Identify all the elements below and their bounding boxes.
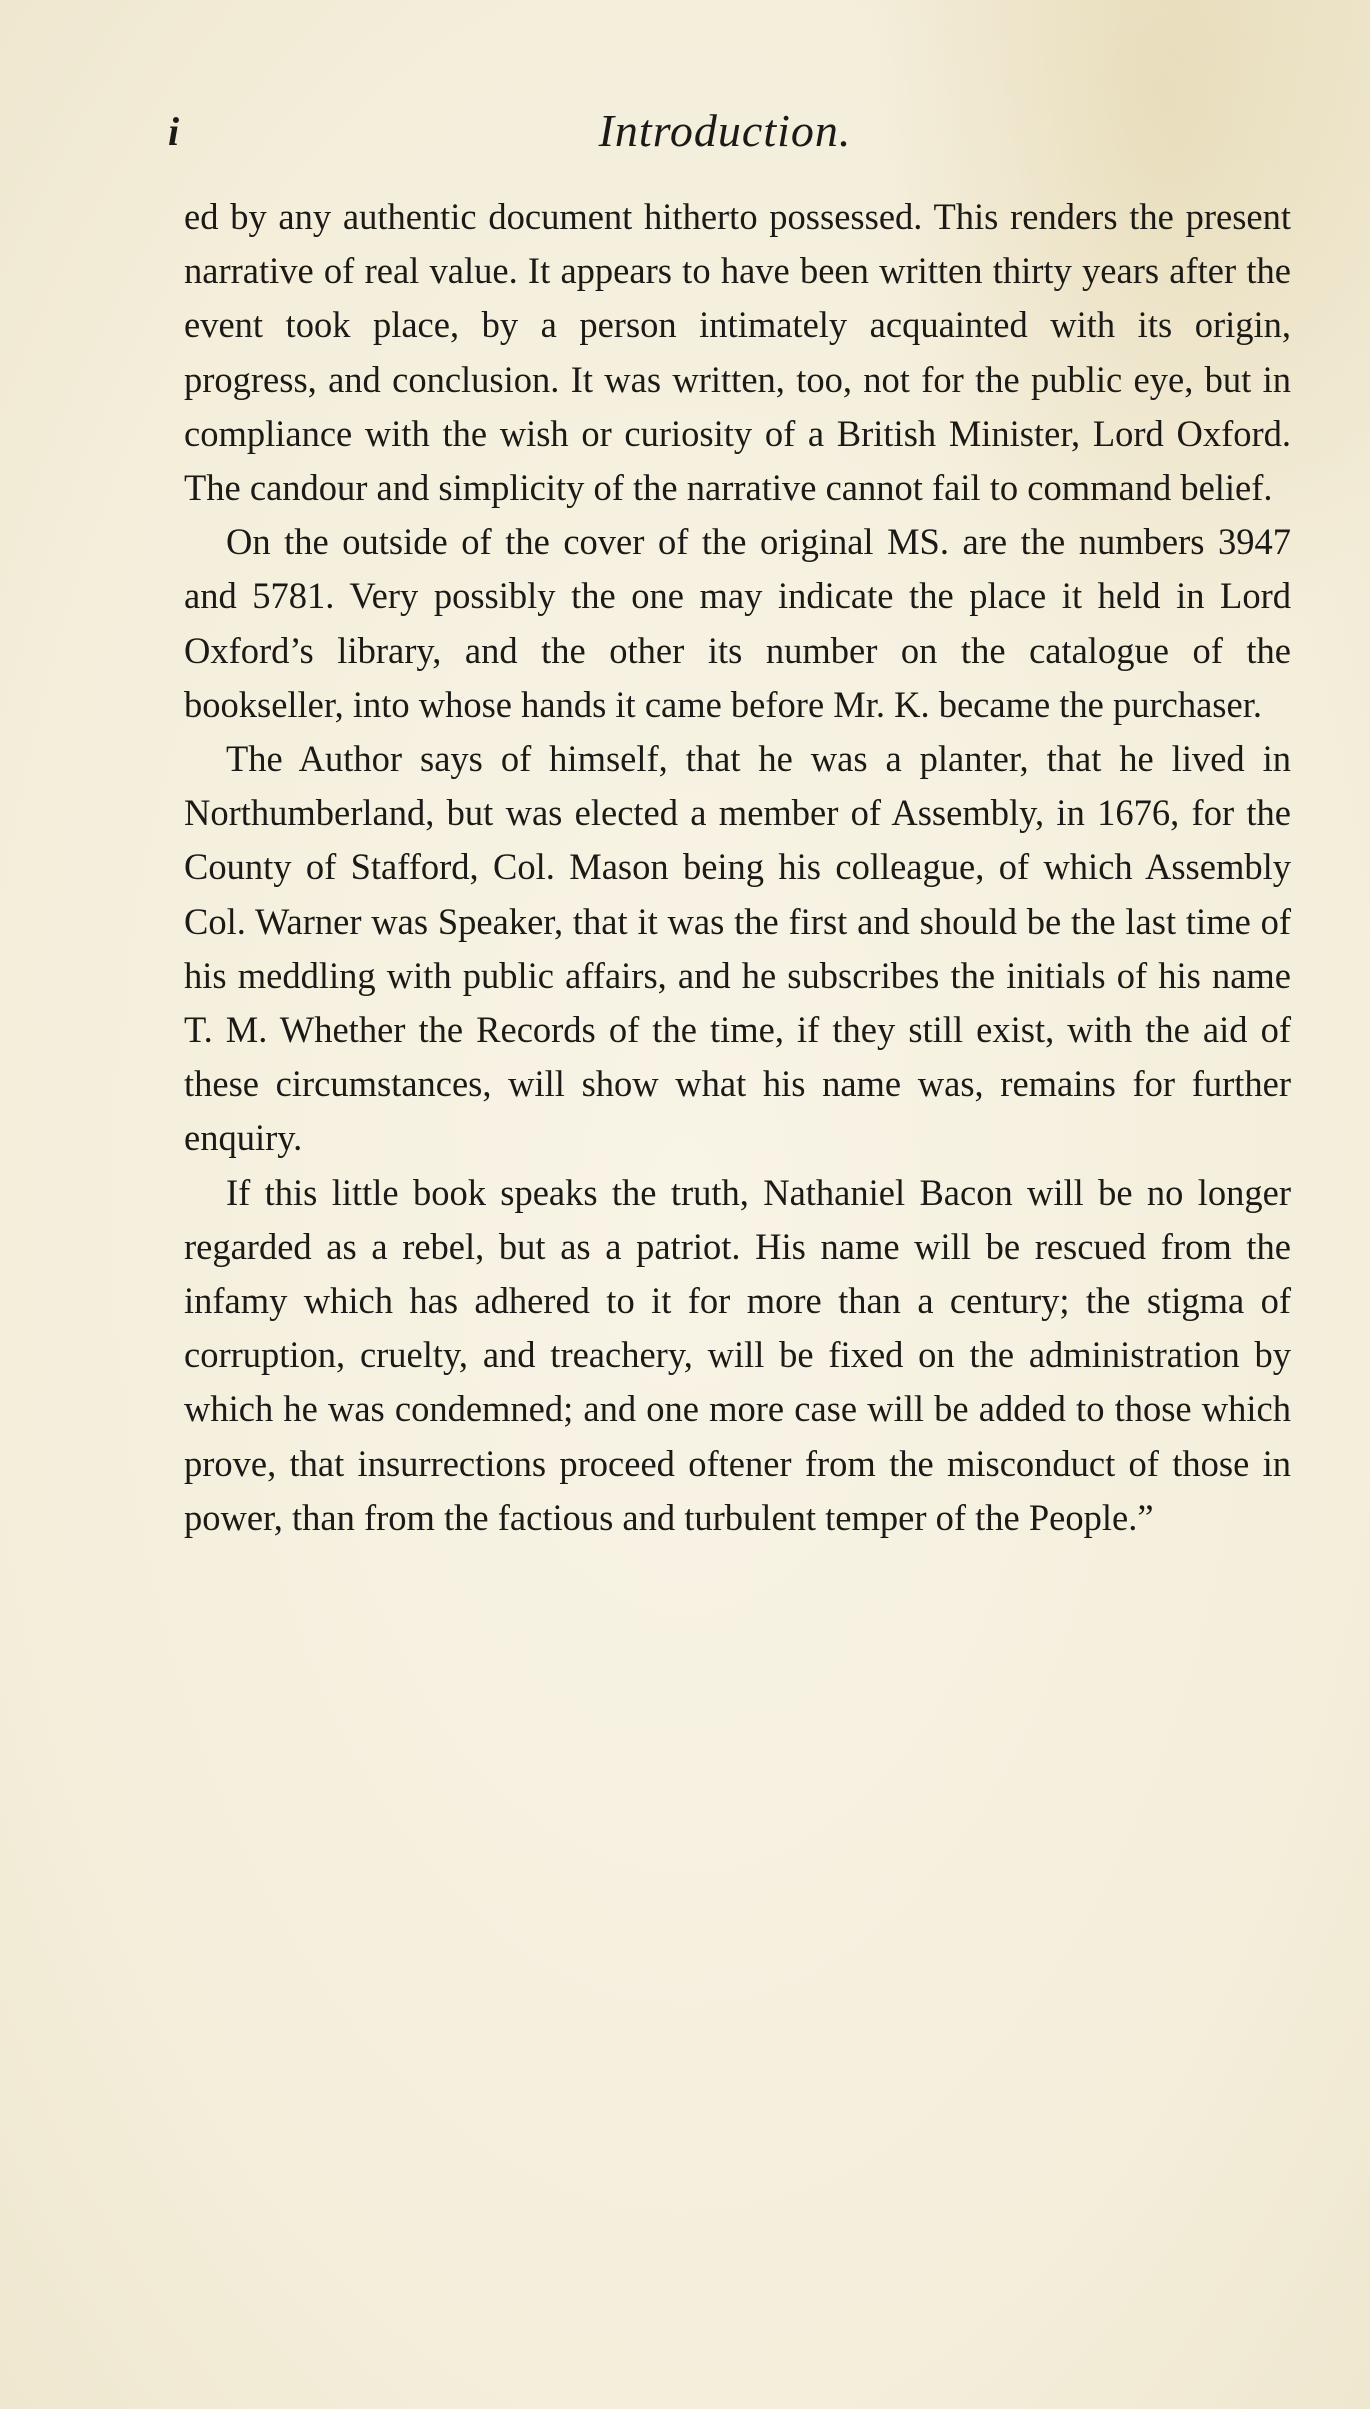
paragraph-1: ed by any authentic document hitherto possessed. This renders the present narrative of real value. It appears to have been written thirty years after the event took place, by a person intimately acquainted with its origin, progress, and conclusion. It was written, too, not for the public eye, but in compliance with the wish or curiosity of a British Minister, Lord Oxford. The candour and simplicity of the narrative cannot fail to command belief. [184, 196, 1291, 509]
paragraph-3: The Author says of himself, that he was a planter, that he lived in Northumberland, but was elected a member of Assembly, in 1676, for the County of Stafford, Col. Mason being his colleague, of which Assembly Col. Warner was Speaker, that it was the first and should be the last time of his meddling with public affairs, and he subscribes the initials of his name T. M. Whether the Records of the time, if they still exist, with the aid of these circumstances, will show what his name was, remains for further enquiry. [184, 738, 1291, 1159]
body-text [184, 190, 1291, 1545]
running-head [0, 104, 1370, 157]
running-head-title: Introduction. [598, 105, 852, 156]
page-number: i [168, 109, 181, 154]
paragraph-4: If this little book speaks the truth, Nathaniel Bacon will be no longer regarded as a rebel, but as a patriot. His name will be rescued from the infamy which has adhered to it for more than a century; the stigma of corruption, cruelty, and treachery, will be fixed on the administration by which he was condemned; and one more case will be added to those which prove, that insurrections proceed oftener from the misconduct of those in power, than from the factious and turbulent temper of the People.” [184, 1171, 1291, 1538]
paragraph-2: On the outside of the cover of the original MS. are the numbers 3947 and 5781. Very possibly the one may indicate the place it held in Lord Oxford’s library, and the other its number on the catalogue of the bookseller, into whose hands it came before Mr. K. became the purchaser. [184, 521, 1291, 725]
